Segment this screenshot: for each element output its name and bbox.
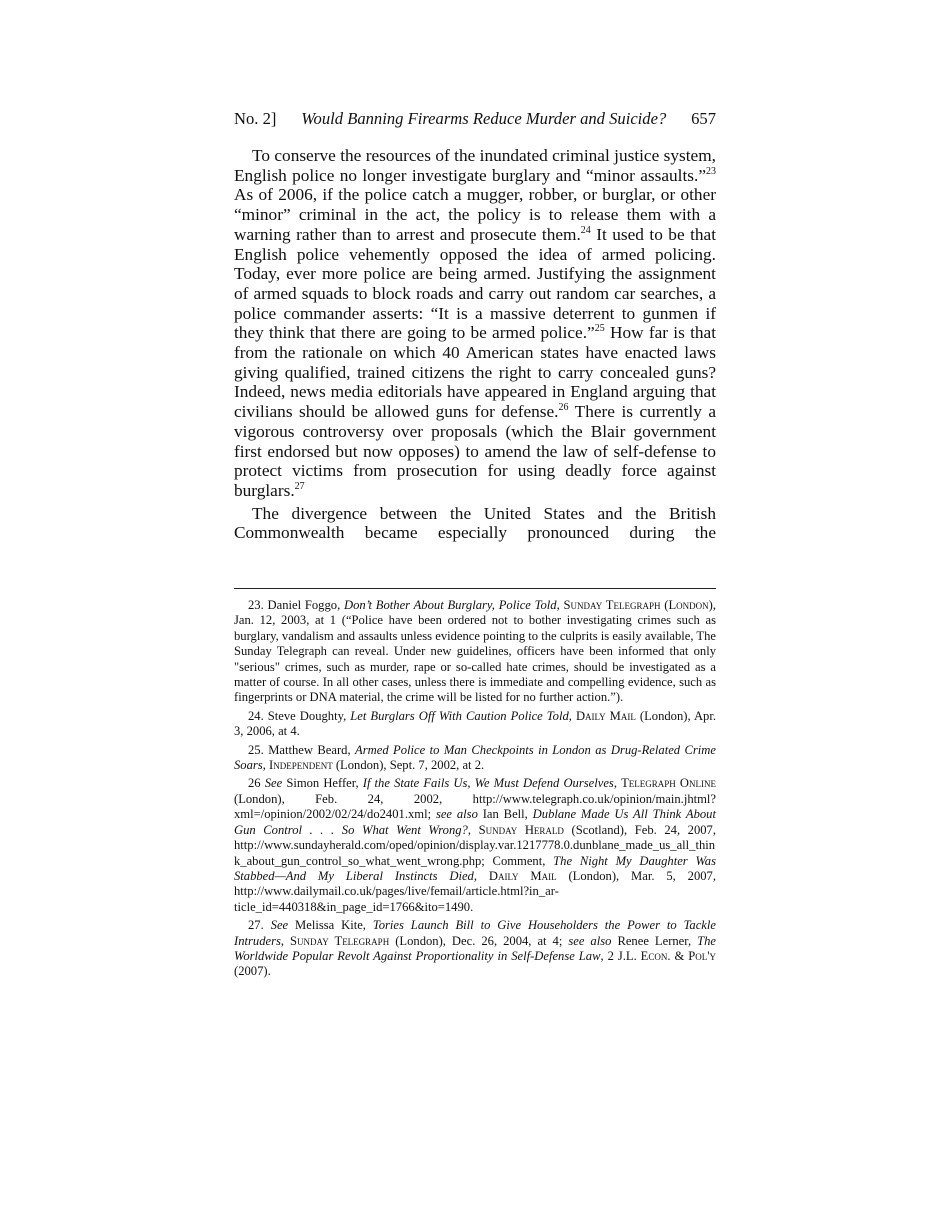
footnote-23: 23. Daniel Foggo, Don’t Bother About Burglary, Police Told, Sunday Telegraph (London), Jan. 12, 2003, at 1 (“Police have been ordered not to bother investigating crimes such as burglary, vandalism and assaults unless evidence pointing to the culprits is easily available, The Sunday Telegraph can reveal. Under new guidelines, officers have been informed that only "serious" crimes, such as murder, rape or so-called hate crimes, should be investigated as a matter of course. In all other cases, unless there is immediate and compelling evidence, such as fingerprints or DNA material, the crime will be listed for no further action.”). [234, 598, 716, 705]
link[interactable]: (Scotland), Feb. 24, 2007, http://www.sundayherald.com/oped/opinion/display.var.1217778.0.dunblane_made_us_all_think_about_gun_control_so_what_went_wrong.php; Comment, [234, 822, 717, 868]
footnote-24: 24. Steve Doughty, Let Burglars Off With Caution Police Told, Daily Mail (London), Apr. 3, 2006, at 4. [234, 708, 716, 739]
footnotes [234, 598, 716, 983]
footnote-divider [234, 588, 716, 589]
footnote-ref-23[interactable]: 23 [706, 165, 716, 177]
page-number: 657 [691, 109, 716, 128]
running-title: Would Banning Firearms Reduce Murder and Suicide? [301, 109, 667, 128]
footnote-ref-25[interactable]: 25 [594, 323, 605, 335]
footnote-26: 26 See Simon Heffer, If the State Fails Us, We Must Defend Ourselves, Telegraph Online (London), Feb. 24, 2002, http://www.telegraph.co.uk/opinion/main.jhtml?xml=/opinion/2002/02/24/do2401.xml; see also Ian Bell, Dublane Made Us All Think About Gun Control . . . So What Went Wrong?, Sunday Herald (Scotland), Feb. 24, 2007, http://www.sundayherald.com/oped/opinion/display.var.1217778.0.dunblane_made_us_all_think_about_gun_control_so_what_went_wrong.php; Comment, The Night My Daughter Was Stabbed—And My Liberal Instincts Died, Daily Mail (London), Mar. 5, 2007, http://www.dailymail.co.uk/pages/live/femail/article.html?in_ar-ticle_id=440318&in_page_id=1766&ito=1490. [234, 776, 717, 914]
footnote-27: 27. See Melissa Kite, Tories Launch Bill to Give Householders the Power to Tackle Intruders, Sunday Telegraph (London), Dec. 26, 2004, at 4; see also Renee Lerner, The Worldwide Popular Revolt Against Proportionality in Self-Defense Law, 2 J.L. Econ. & Pol'y (2007). [234, 918, 717, 979]
footnote-ref-27[interactable]: 27 [294, 481, 305, 493]
issue-number: No. 2] [234, 109, 277, 128]
paragraph-1: To conserve the resources of the inundated criminal justice system, English police no longer investigate burglary and “minor assaults.”$^{23}$ As of 2006, if the police catch a mugger, robber, or burglar, or other “minor” criminal in the act, the policy is to release them with a warning rather than to arrest and prosecute them.$^{24}$ It used to be that English police vehemently opposed the idea of armed policing. Today, ever more police are being armed. Justifying the assignment of armed squads to block roads and carry out random car searches, a police commander asserts: “It is a massive deterrent to gunmen if they think that there are going to be armed police.”$^{25}$ How far is that from the rationale on which 40 American states have enacted laws giving qualified, trained citizens the right to carry concealed guns? Indeed, news media editorials have appeared in England arguing that civilians should be allowed guns for defense.$^{26}$ There is currently a vigorous controversy over proposals (which the Blair government first endorsed but now opposes) to amend the law of self-defense to protect victims from prosecution for using deadly force against burglars.$^{27}$ [234, 146, 716, 500]
footnote-ref-26[interactable]: 26 [558, 402, 569, 414]
main-text [234, 146, 716, 543]
page-column [234, 108, 716, 546]
footnote-ref-24[interactable]: 24 [580, 225, 591, 237]
link[interactable]: (London), Mar. 5, 2007, http://www.dailymail.co.uk/pages/live/femail/article.html?in_ar-ticle_id=440318&in_page_id=1766&ito=1490. [234, 868, 717, 914]
link[interactable]: (London), Feb. 24, 2002, http://www.telegraph.co.uk/opinion/main.jhtml?xml=/opinion/2002/02/24/do2401.xml; [234, 791, 716, 822]
footnote-25: 25. Matthew Beard, Armed Police to Man Checkpoints in London as Drug-Related Crime Soars, Independent (London), Sept. 7, 2002, at 2. [234, 742, 716, 773]
paragraph-2: The divergence between the United States and the British Commonwealth became especially pronounced during the [234, 503, 716, 543]
running-header [234, 108, 716, 130]
